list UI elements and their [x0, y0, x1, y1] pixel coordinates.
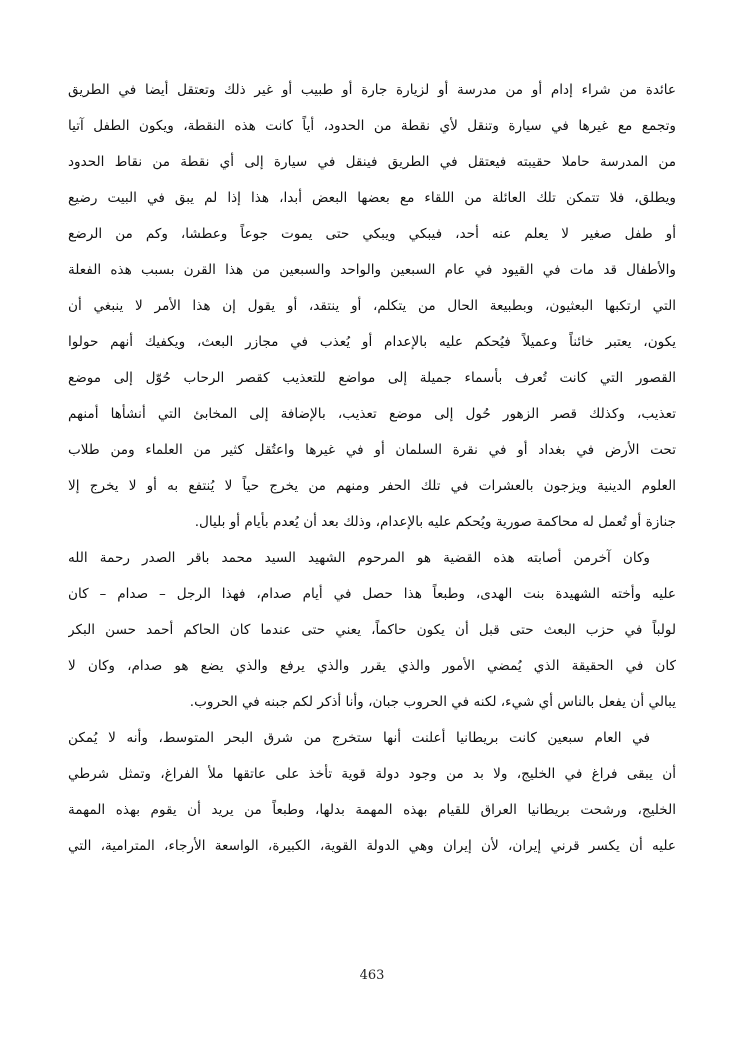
text-line: أو طفل صغير لا يعلم عنه أحد، فيبكي ويبكي حتى يموت جوعاً وعطشا، وكم من الرضع — [68, 226, 676, 242]
page-number: 463 — [359, 968, 385, 983]
text-line: عليه أن يكسر قرني إيران، لأن إيران وهي الدولة القوية، الكبيرة، الواسعة الأرجاء، المترامية، التي — [68, 838, 676, 854]
text-line: يبالي أن يفعل بالناس أي شيء، لكنه في الحروب جبان، وأنا أذكر لكم جبنه في الحروب. — [189, 694, 676, 710]
paragraph-2 — [68, 540, 676, 720]
document-body — [68, 72, 676, 864]
text-line: العلوم الدينية ويزجون بالعشرات في تلك الحفر ومنهم من يخرج حياً لا يُنتفع به أو لا يخرج إلا — [68, 478, 676, 494]
text-line: والأطفال قد مات في القيود في عام السبعين والواحد والسبعين من هذا القرن بسبب هذه الفعلة — [68, 262, 676, 278]
text-line: جنازة أو تُعمل له محاكمة صورية ويُحكم عليه بالإعدام، وذلك بعد أن يُعدم بأيام أو بليال. — [194, 514, 676, 530]
text-line: الخليج، ورشحت بريطانيا العراق للقيام بهذه المهمة بدلها، وطبعاً من يريد أن يقوم بهذه المهمة — [68, 802, 676, 818]
text-line: تعذيب، وكذلك قصر الزهور حُول إلى موضع تعذيب، بالإضافة إلى المخابئ التي أنشأها أمنهم — [68, 406, 676, 422]
text-line: القصور التي كانت تُعرف بأسماء جميلة إلى مواضع للتعذيب كقصر الرحاب حُوّل إلى موضع — [68, 370, 676, 386]
text-line: ويطلق، فلا تتمكن تلك العائلة من اللقاء مع بعضها البعض أبدا، هذا إذا لم يبق في البيت رضيع — [68, 190, 676, 206]
text-line: يكون، يعتبر خائناً وعميلاً فيُحكم عليه بالإعدام أو يُعذب في مجازر البعث، ويكفيك أنهم حولوا — [68, 334, 676, 350]
text-line: لولباً في حزب البعث حتى قبل أن يكون حاكماً، يعني حتى عندما كان الحاكم أحمد حسن البكر — [68, 622, 676, 638]
paragraph-1 — [68, 72, 676, 540]
text-line: أن يبقى فراغ في الخليج، ولا بد من وجود دولة قوية تأخذ على عاتقها ملأ الفراغ، وتمثل شرطي — [68, 766, 676, 782]
text-line: عائدة من شراء إدام أو من مدرسة أو لزيارة جارة أو طبيب أو غير ذلك وتعتقل أيضا في الطريق — [68, 82, 676, 98]
text-line: في العام سبعين كانت بريطانيا أعلنت أنها ستخرج من شرق البحر المتوسط، وأنه لا يُمكن — [68, 730, 650, 746]
text-line: تحت الأرض في بغداد أو في نقرة السلمان أو في غيرها واعتُقل كثير من العلماء ومن طلاب — [68, 442, 676, 458]
text-line: التي ارتكبها البعثيون، وبطبيعة الحال من يتكلم، أو ينتقد، أو يقول إن هذا الأمر لا ينبغي أن — [68, 298, 676, 314]
paragraph-3 — [68, 720, 676, 864]
text-line: وتجمع مع غيرها في سيارة وتنقل لأي نقطة من الحدود، أياً كانت هذه النقطة، ويكون الطفل آتيا — [68, 118, 676, 134]
text-line: كان في الحقيقة الذي يُمضي الأمور والذي يقرر والذي يرفع والذي يضع هو صدام، وكان لا — [68, 658, 676, 674]
text-line: وكان آخرمن أصابته هذه القضية هو المرحوم الشهيد السيد محمد باقر الصدر رحمة الله — [68, 550, 650, 566]
text-line: عليه وأخته الشهيدة بنت الهدى، وطبعاً هذا حصل في أيام صدام، فهذا الرجل – صدام – كان — [68, 586, 676, 602]
text-line: من المدرسة حاملا حقيبته فيعتقل في الطريق فينقل في سيارة إلى أي نقطة من نقاط الحدود — [68, 154, 676, 170]
